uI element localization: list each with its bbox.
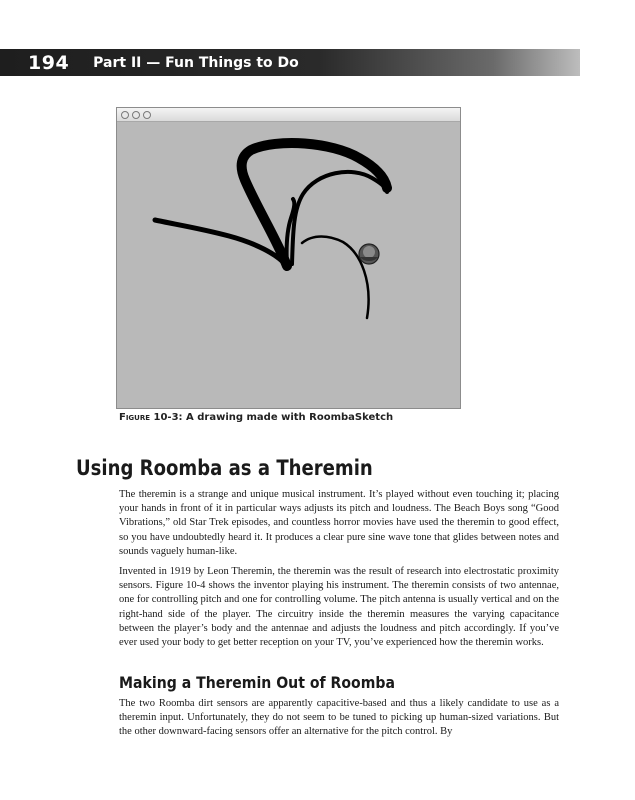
roomba-icon — [359, 244, 379, 264]
body-paragraph: The theremin is a strange and unique musical instrument. It’s played without even touching it; placing your hands in front of it in particular ways adjusts its pitch and loudness. The Beach Boys song “Good Vibrations,” old Star Trek episodes, and countless horror movies have used the theremin to good effect, so you have undoubtedly heard it. It produces a clear pure sine wave tone that glides between notes and sounds vaguely human-like. — [119, 489, 559, 557]
window-titlebar[interactable] — [117, 108, 460, 122]
sketch-stroke — [302, 237, 369, 319]
figure-caption-text: A drawing made with RoombaSketch — [186, 412, 394, 423]
body-paragraph: The two Roomba dirt sensors are apparently capacitive-based and thus a likely candidate to use as a theremin input. Unfortunately, they do not seem to be tuned to picking up human-sized variations. But the other downward-facing sensors offer an alternative for the pitch control. By — [119, 698, 559, 738]
sketch-canvas[interactable] — [117, 122, 460, 408]
window-zoom-button[interactable] — [143, 111, 151, 119]
figure-caption — [119, 412, 393, 423]
page-number: 194 — [28, 51, 70, 74]
section-heading: Using Roomba as a Theremin — [76, 456, 373, 480]
part-title: Part II — Fun Things to Do — [93, 54, 299, 71]
figure-caption-label: Figure 10-3: — [119, 412, 183, 423]
window-close-button[interactable] — [121, 111, 129, 119]
body-paragraph: Invented in 1919 by Leon Theremin, the theremin was the result of research into electrostatic proximity sensors. Figure 10-4 shows the inventor playing his instrument. The theremin consists of two antennae, one for controlling pitch and one for controlling volume. The pitch antenna is usually vertical and on the right-hand side of the player. The circuitry inside the theremin measures the varying capacitance between the player’s body and the antennae and adjusts the loudness and pitch accordingly. If you’ve ever used your body to get better reception on your TV, you’ve experienced how the theremin works. — [119, 566, 559, 649]
window-minimize-button[interactable] — [132, 111, 140, 119]
running-header — [0, 49, 580, 76]
sketch-drawing — [155, 143, 387, 318]
subsection-heading: Making a Theremin Out of Roomba — [119, 673, 395, 692]
sketch-app-window — [116, 107, 461, 409]
